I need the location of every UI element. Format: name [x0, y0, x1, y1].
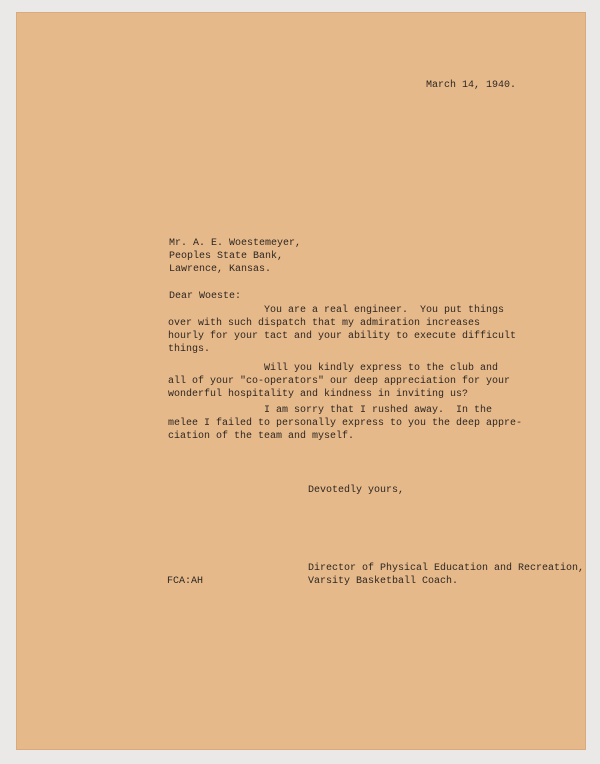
closing: Devotedly yours, [308, 485, 405, 496]
paragraph-line: You are a real engineer. You put things [264, 305, 505, 316]
paragraph-line: melee I failed to personally express to you the deep appre- [168, 418, 523, 429]
signature-title-2: Varsity Basketball Coach. [308, 576, 459, 587]
paragraph-line: wonderful hospitality and kindness in inviting us? [168, 389, 469, 400]
paragraph-line: ciation of the team and myself. [168, 431, 355, 442]
recipient-bank: Peoples State Bank, [169, 251, 284, 262]
letter-date: March 14, 1940. [426, 80, 517, 91]
salutation: Dear Woeste: [169, 291, 242, 302]
paragraph-3 [168, 404, 523, 443]
reference-initials: FCA:AH [167, 576, 204, 587]
signature-title-1: Director of Physical Education and Recreation, [308, 563, 585, 574]
paragraph-line: over with such dispatch that my admiration increases [168, 318, 481, 329]
recipient-city: Lawrence, Kansas. [169, 264, 272, 275]
paragraph-2 [168, 362, 511, 401]
paragraph-line: Will you kindly express to the club and [264, 363, 499, 374]
letter-page [16, 12, 586, 750]
paragraph-line: things. [168, 344, 211, 355]
paragraph-line: all of your "co-operators" our deep appreciation for your [168, 376, 511, 387]
recipient-name: Mr. A. E. Woestemeyer, [169, 238, 302, 249]
paragraph-line: I am sorry that I rushed away. In the [264, 405, 493, 416]
paragraph-line: hourly for your tact and your ability to execute difficult [168, 331, 517, 342]
paragraph-1 [168, 304, 517, 356]
